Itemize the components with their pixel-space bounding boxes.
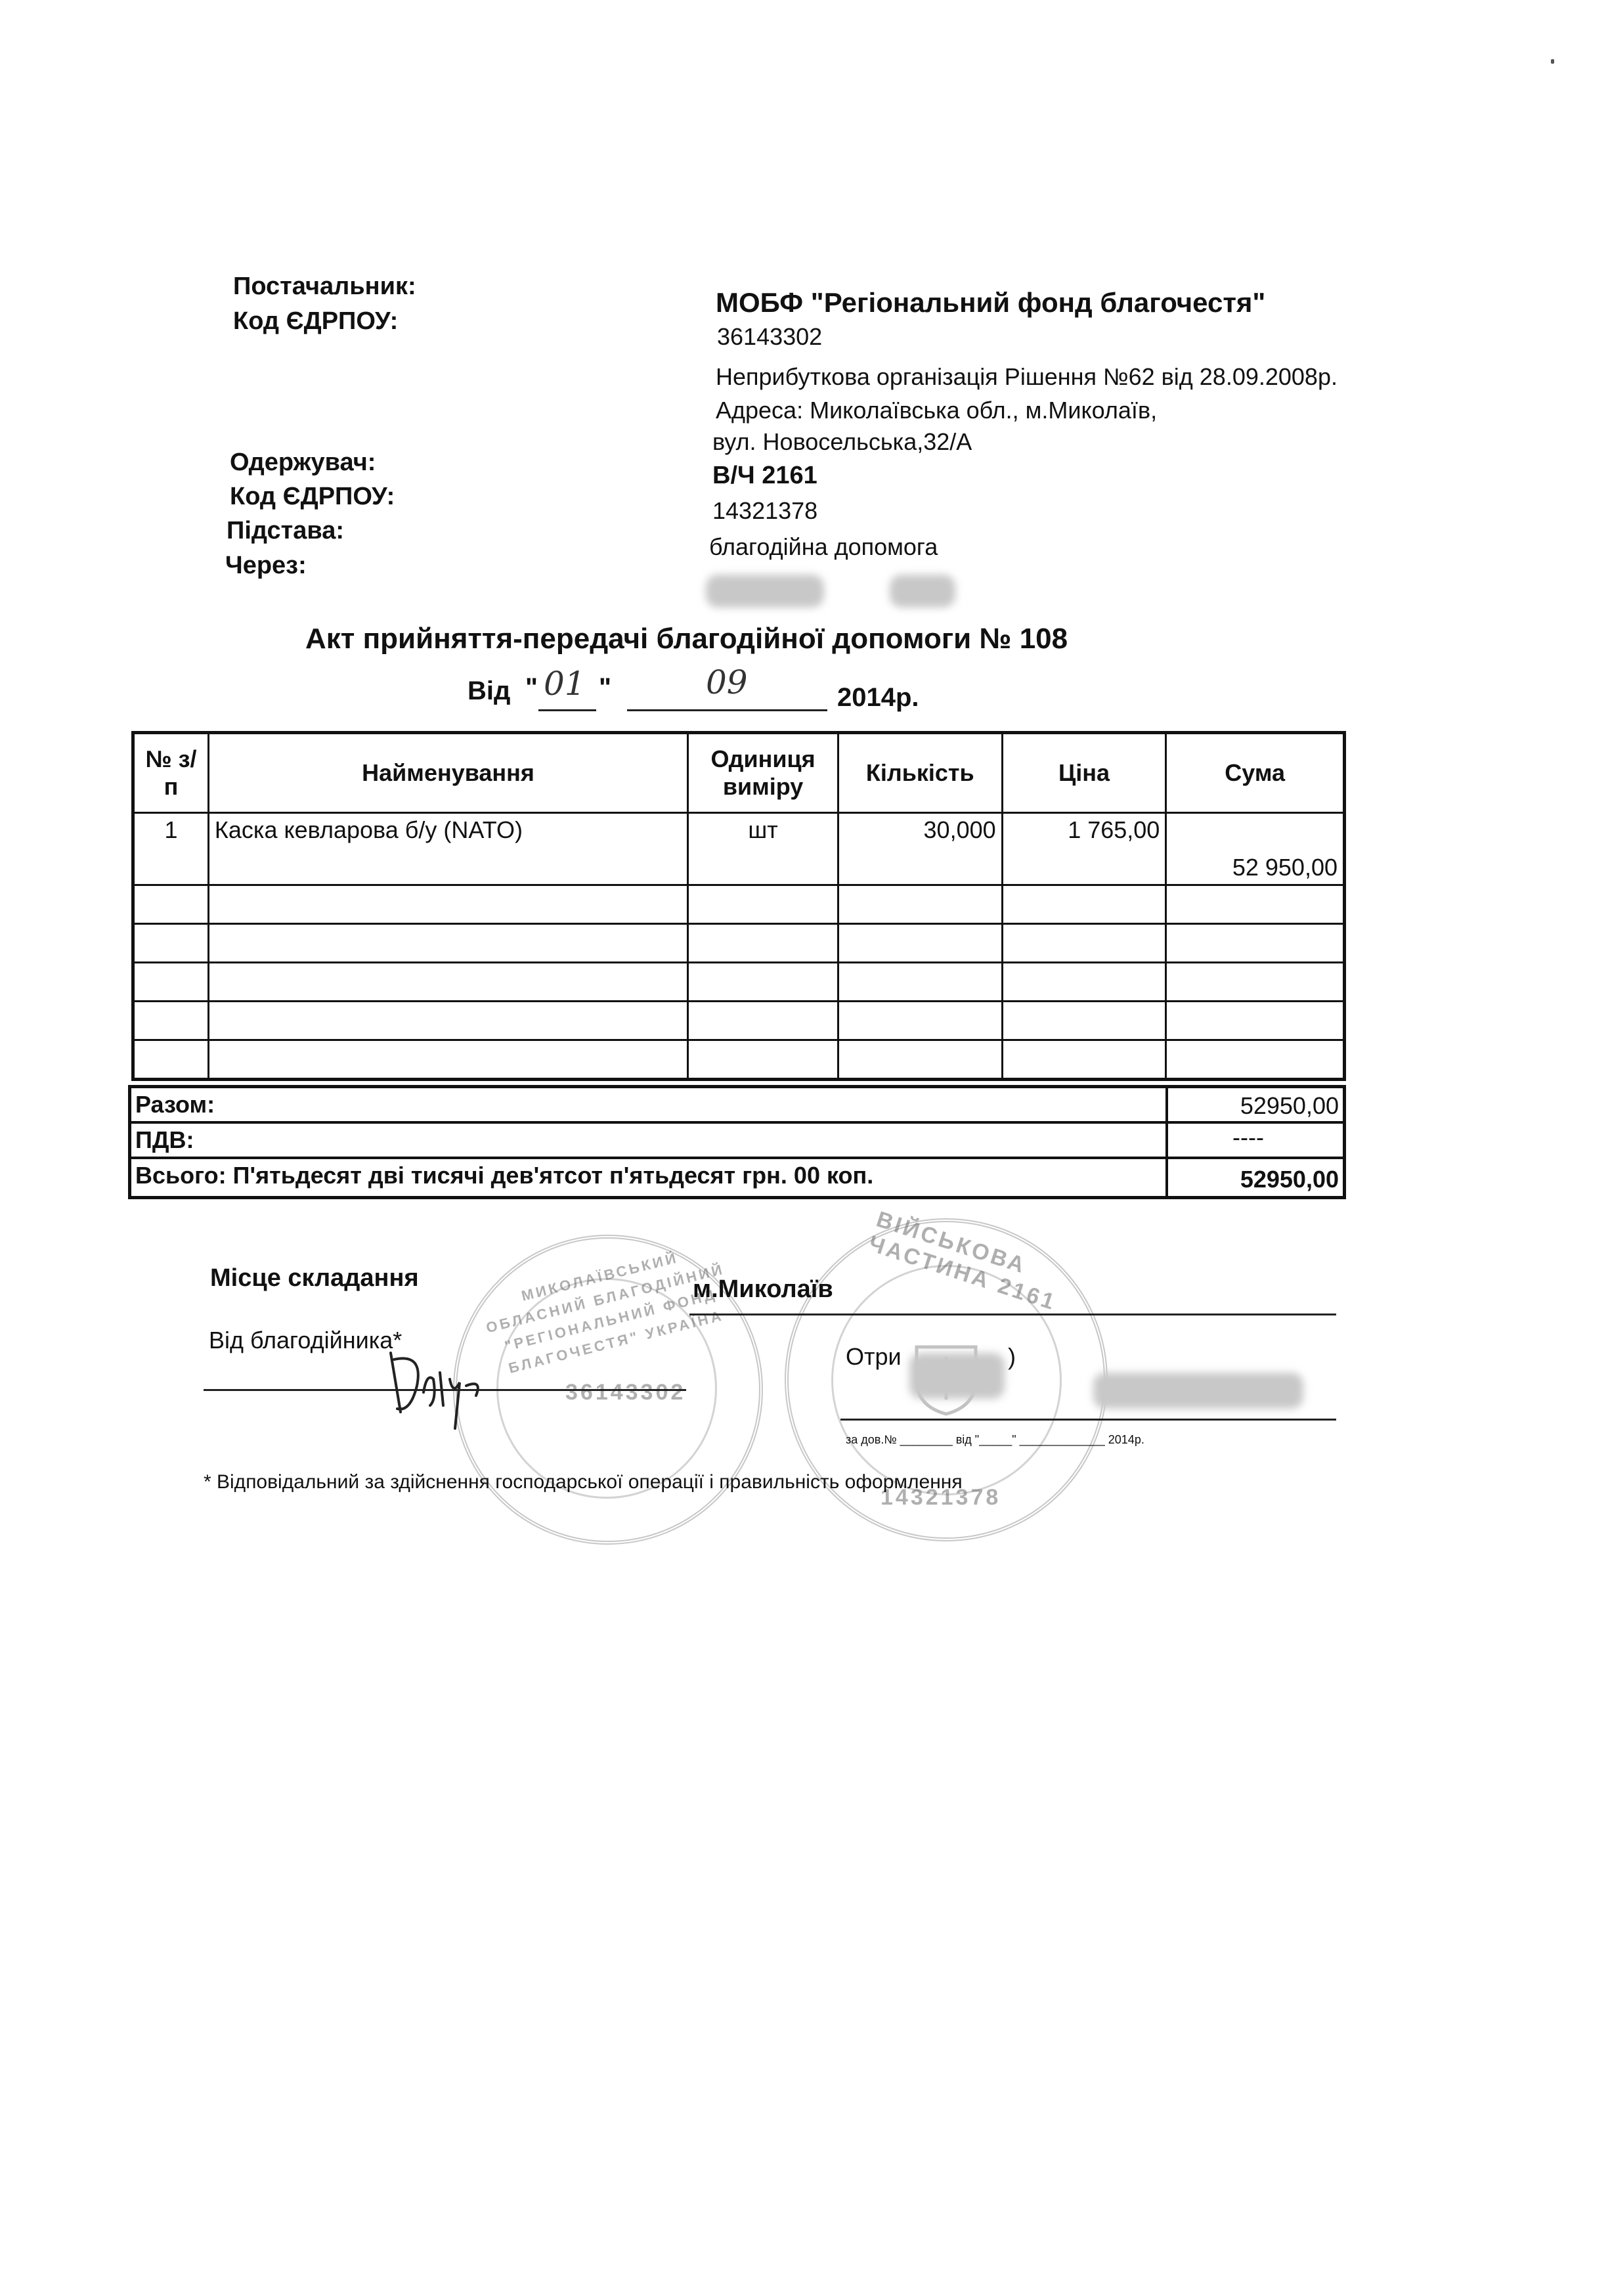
date-day-underline <box>538 709 596 711</box>
place-underline <box>689 1314 1336 1315</box>
row-quantity: 30,000 <box>838 813 1002 885</box>
row-name: Каска кевларова б/у (NATO) <box>208 813 687 885</box>
col-price: Ціна <box>1002 733 1166 813</box>
date-quote-open: " <box>525 673 538 702</box>
table-row <box>133 813 1345 885</box>
col-number: № з/п <box>133 733 209 813</box>
redacted-receiver-title <box>909 1353 1005 1399</box>
supplier-name: МОБФ "Регіональний фонд благочестя" <box>716 287 1266 318</box>
recipient-code-label: Код ЄДРПОУ: <box>230 483 395 510</box>
table-row-empty <box>133 1040 1345 1080</box>
vat-value: ---- <box>1165 1124 1343 1157</box>
giver-label: Від благодійника* <box>209 1327 402 1354</box>
col-quantity: Кількість <box>838 733 1002 813</box>
table-header-row <box>133 733 1345 813</box>
subtotal-row <box>131 1088 1343 1124</box>
place-value: м.Миколаїв <box>693 1275 833 1303</box>
subtotal-label: Разом: <box>135 1091 215 1118</box>
redacted-receiver-name <box>1093 1373 1303 1409</box>
recipient-label: Одержувач: <box>230 449 376 476</box>
document-title: Акт прийняття-передачі благодійної допомоги № 108 <box>305 623 1068 655</box>
date-year: 2014р. <box>837 683 919 712</box>
right-stamp-text: ВІЙСЬКОВА ЧАСТИНА 2161 <box>865 1206 1060 1315</box>
vat-label: ПДВ: <box>135 1126 194 1153</box>
supplier-code: 36143302 <box>717 323 823 350</box>
left-stamp-text: МИКОЛАЇВСЬКИЙ ОБЛАСНИЙ БЛАГОДІЙНИЙ "РЕГІОНАЛЬНИЙ ФОНД БЛАГОЧЕСТЯ" УКРАЇНА <box>484 1249 726 1377</box>
scan-speck <box>1551 59 1554 64</box>
supplier-label: Постачальник: <box>233 273 416 300</box>
left-stamp-code: 36143302 <box>565 1380 686 1405</box>
date-day: 01 <box>544 665 586 703</box>
row-unit: шт <box>688 813 838 885</box>
through-label: Через: <box>225 552 307 579</box>
receiver-signature-line <box>840 1419 1336 1421</box>
basis-value: благодійна допомога <box>709 533 938 560</box>
col-sum: Сума <box>1166 733 1345 813</box>
footnote: * Відповідальний за здійснення господарської операції і правильність оформлення <box>204 1471 963 1493</box>
date-prefix: Від <box>468 676 511 705</box>
totals-block <box>128 1085 1346 1199</box>
total-label: Всього: П'ятьдесят дві тисячі дев'ятсот п'ятьдесят грн. 00 коп. <box>135 1162 874 1189</box>
table-row-empty <box>133 963 1345 1002</box>
supplier-note: Неприбуткова організація Рішення №62 від 28.09.2008р. <box>716 363 1338 390</box>
total-value: 52950,00 <box>1165 1159 1343 1196</box>
table-row-empty <box>133 1002 1345 1040</box>
col-name: Найменування <box>208 733 687 813</box>
redacted-through-value <box>706 575 824 607</box>
receiver-label: Отри <box>846 1343 902 1370</box>
items-table <box>131 731 1346 1081</box>
place-label: Місце складання <box>210 1264 419 1292</box>
recipient-code: 14321378 <box>712 497 818 524</box>
row-price: 1 765,00 <box>1002 813 1166 885</box>
table-row-empty <box>133 924 1345 963</box>
receiver-label-paren: ) <box>1008 1343 1016 1370</box>
right-stamp-code: 14321378 <box>881 1485 1001 1510</box>
supplier-address-line2: вул. Новосельська,32/А <box>712 428 972 455</box>
date-month: 09 <box>706 663 748 701</box>
total-row <box>131 1159 1343 1196</box>
row-sum: 52 950,00 <box>1166 813 1345 885</box>
date-quote-close: " <box>599 673 611 702</box>
subtotal-value: 52950,00 <box>1165 1088 1343 1124</box>
basis-label: Підстава: <box>227 517 345 544</box>
col-unit: Одиниця виміру <box>688 733 838 813</box>
date-month-underline <box>627 709 827 711</box>
giver-signature-icon <box>378 1333 502 1438</box>
supplier-code-label: Код ЄДРПОУ: <box>233 307 399 335</box>
row-number: 1 <box>133 813 209 885</box>
receiver-doc-line: за дов.№ ________ від "_____" _____________ 2014р. <box>846 1433 1144 1446</box>
redacted-through-value-2 <box>890 575 955 607</box>
table-row-empty <box>133 885 1345 924</box>
recipient-name: В/Ч 2161 <box>712 462 817 489</box>
supplier-address-line1: Адреса: Миколаївська обл., м.Миколаїв, <box>716 397 1158 424</box>
